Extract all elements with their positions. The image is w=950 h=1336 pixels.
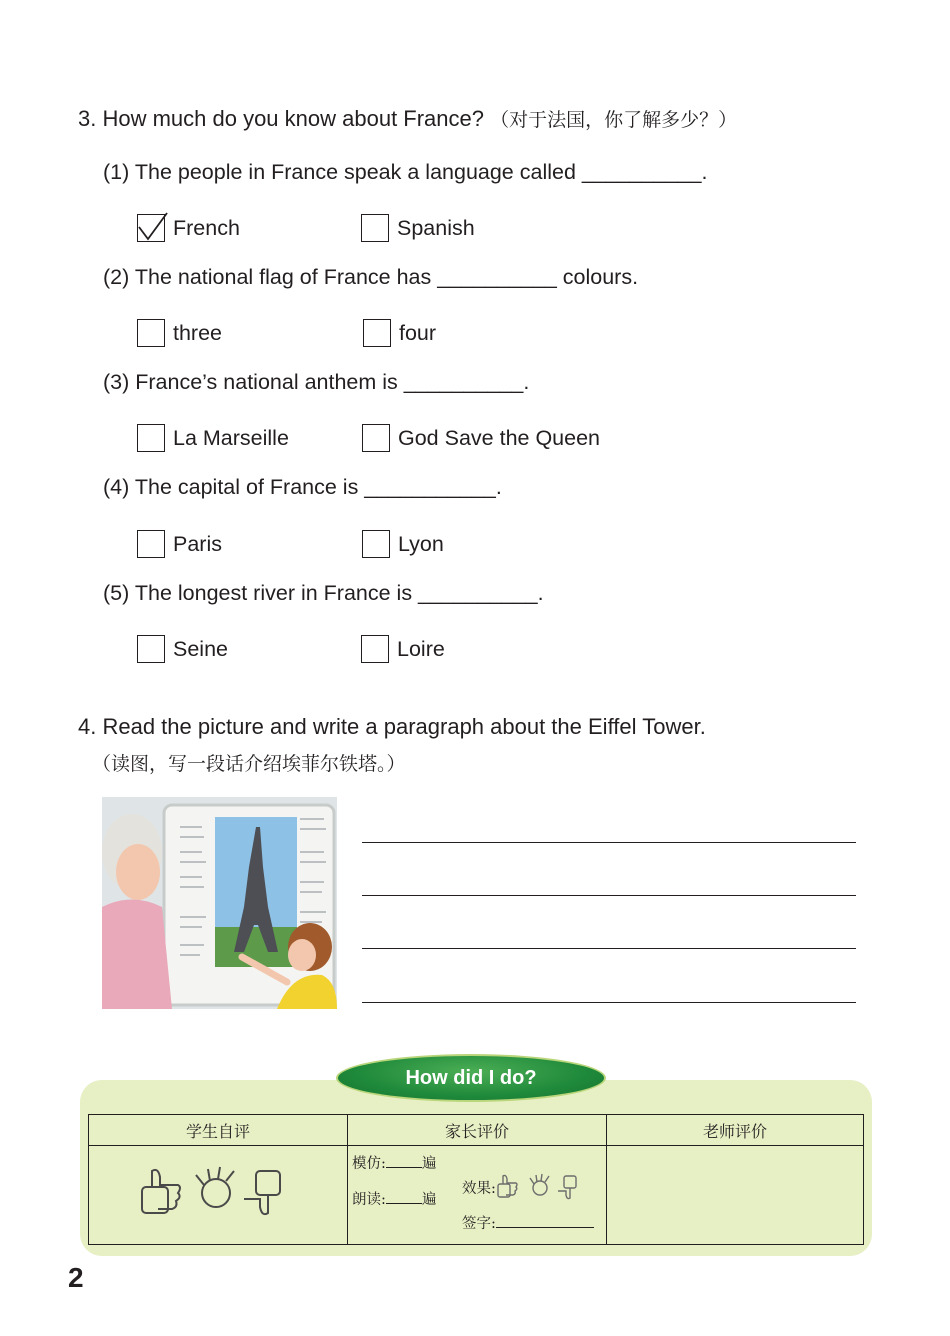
option-label: three [173,320,223,345]
checkmark-icon [136,209,170,243]
option-label: Seine [173,636,228,661]
checkbox[interactable] [362,424,390,452]
times-unit: 遍 [421,1156,437,1172]
parent-eval-cell [348,1146,607,1245]
option-label: La Marseille [173,425,289,450]
option-loire[interactable] [361,635,445,663]
checkbox[interactable] [363,319,391,347]
option-paris[interactable] [137,530,222,558]
option-label: Paris [173,531,222,556]
read-label: 朗读: [352,1192,386,1208]
option-seine[interactable] [137,635,228,663]
q3-5-text: (5) The longest river in France is __________. [103,581,544,605]
option-french[interactable] [137,214,240,242]
checkbox-checked[interactable] [137,214,165,242]
imitate-blank[interactable] [386,1167,422,1168]
question-3-title [78,105,737,132]
option-three[interactable] [137,319,222,347]
writing-line[interactable] [362,895,856,896]
option-label: God Save the Queen [398,425,601,450]
thumbs-rating-icon[interactable] [496,1172,586,1202]
imitate-row [352,1152,436,1173]
option-spanish[interactable] [361,214,475,242]
writing-line[interactable] [362,1002,856,1003]
question-3-cn: （对于法国，你了解多少？） [490,109,738,131]
question-3-text: 3. How much do you know about France? [78,106,485,131]
checkbox[interactable] [361,214,389,242]
header-student: 学生自评 [89,1115,348,1146]
option-la-marseille[interactable] [137,424,289,452]
checkbox[interactable] [361,635,389,663]
effect-label: 效果: [462,1180,496,1197]
checkbox[interactable] [362,530,390,558]
option-god-save-the-queen[interactable] [362,424,600,452]
checkbox[interactable] [137,424,165,452]
q3-1-text: (1) The people in France speak a language called __________. [103,160,708,184]
header-parent: 家长评价 [348,1115,607,1146]
how-did-i-do-badge: How did I do? [336,1054,606,1102]
question-4-title: 4. Read the picture and write a paragraph about the Eiffel Tower. [78,714,706,739]
teacher-eval-cell[interactable] [607,1146,864,1245]
checkbox[interactable] [137,319,165,347]
header-teacher: 老师评价 [607,1115,864,1146]
option-label: Lyon [398,531,444,556]
imitate-label: 模仿: [352,1156,386,1172]
sign-blank[interactable] [496,1227,594,1228]
student-self-eval-cell [89,1146,348,1245]
option-label: four [399,320,437,345]
option-label: Loire [397,636,445,661]
option-lyon[interactable] [362,530,444,558]
option-label: Spanish [397,215,475,240]
q3-3-text: (3) France’s national anthem is __________. [103,370,530,394]
option-four[interactable] [363,319,436,347]
thumbs-rating-icon[interactable] [138,1163,298,1223]
page-number: 2 [68,1262,84,1293]
read-blank[interactable] [386,1203,422,1204]
read-row [352,1188,436,1209]
question-4-cn: （读图，写一段话介绍埃菲尔铁塔。） [92,753,406,775]
q3-2-text: (2) The national flag of France has __________ colours. [103,265,639,289]
sign-label: 签字: [462,1216,496,1232]
q3-4-text: (4) The capital of France is ___________. [103,475,502,499]
writing-line[interactable] [362,948,856,949]
eiffel-tower-illustration [102,797,337,1009]
times-unit: 遍 [421,1192,437,1208]
sign-row [462,1212,594,1233]
checkbox[interactable] [137,530,165,558]
writing-line[interactable] [362,842,856,843]
checkbox[interactable] [137,635,165,663]
evaluation-table [88,1114,864,1245]
effect-row [462,1172,586,1202]
eiffel-picture-icon [102,797,337,1009]
option-label: French [173,215,240,240]
